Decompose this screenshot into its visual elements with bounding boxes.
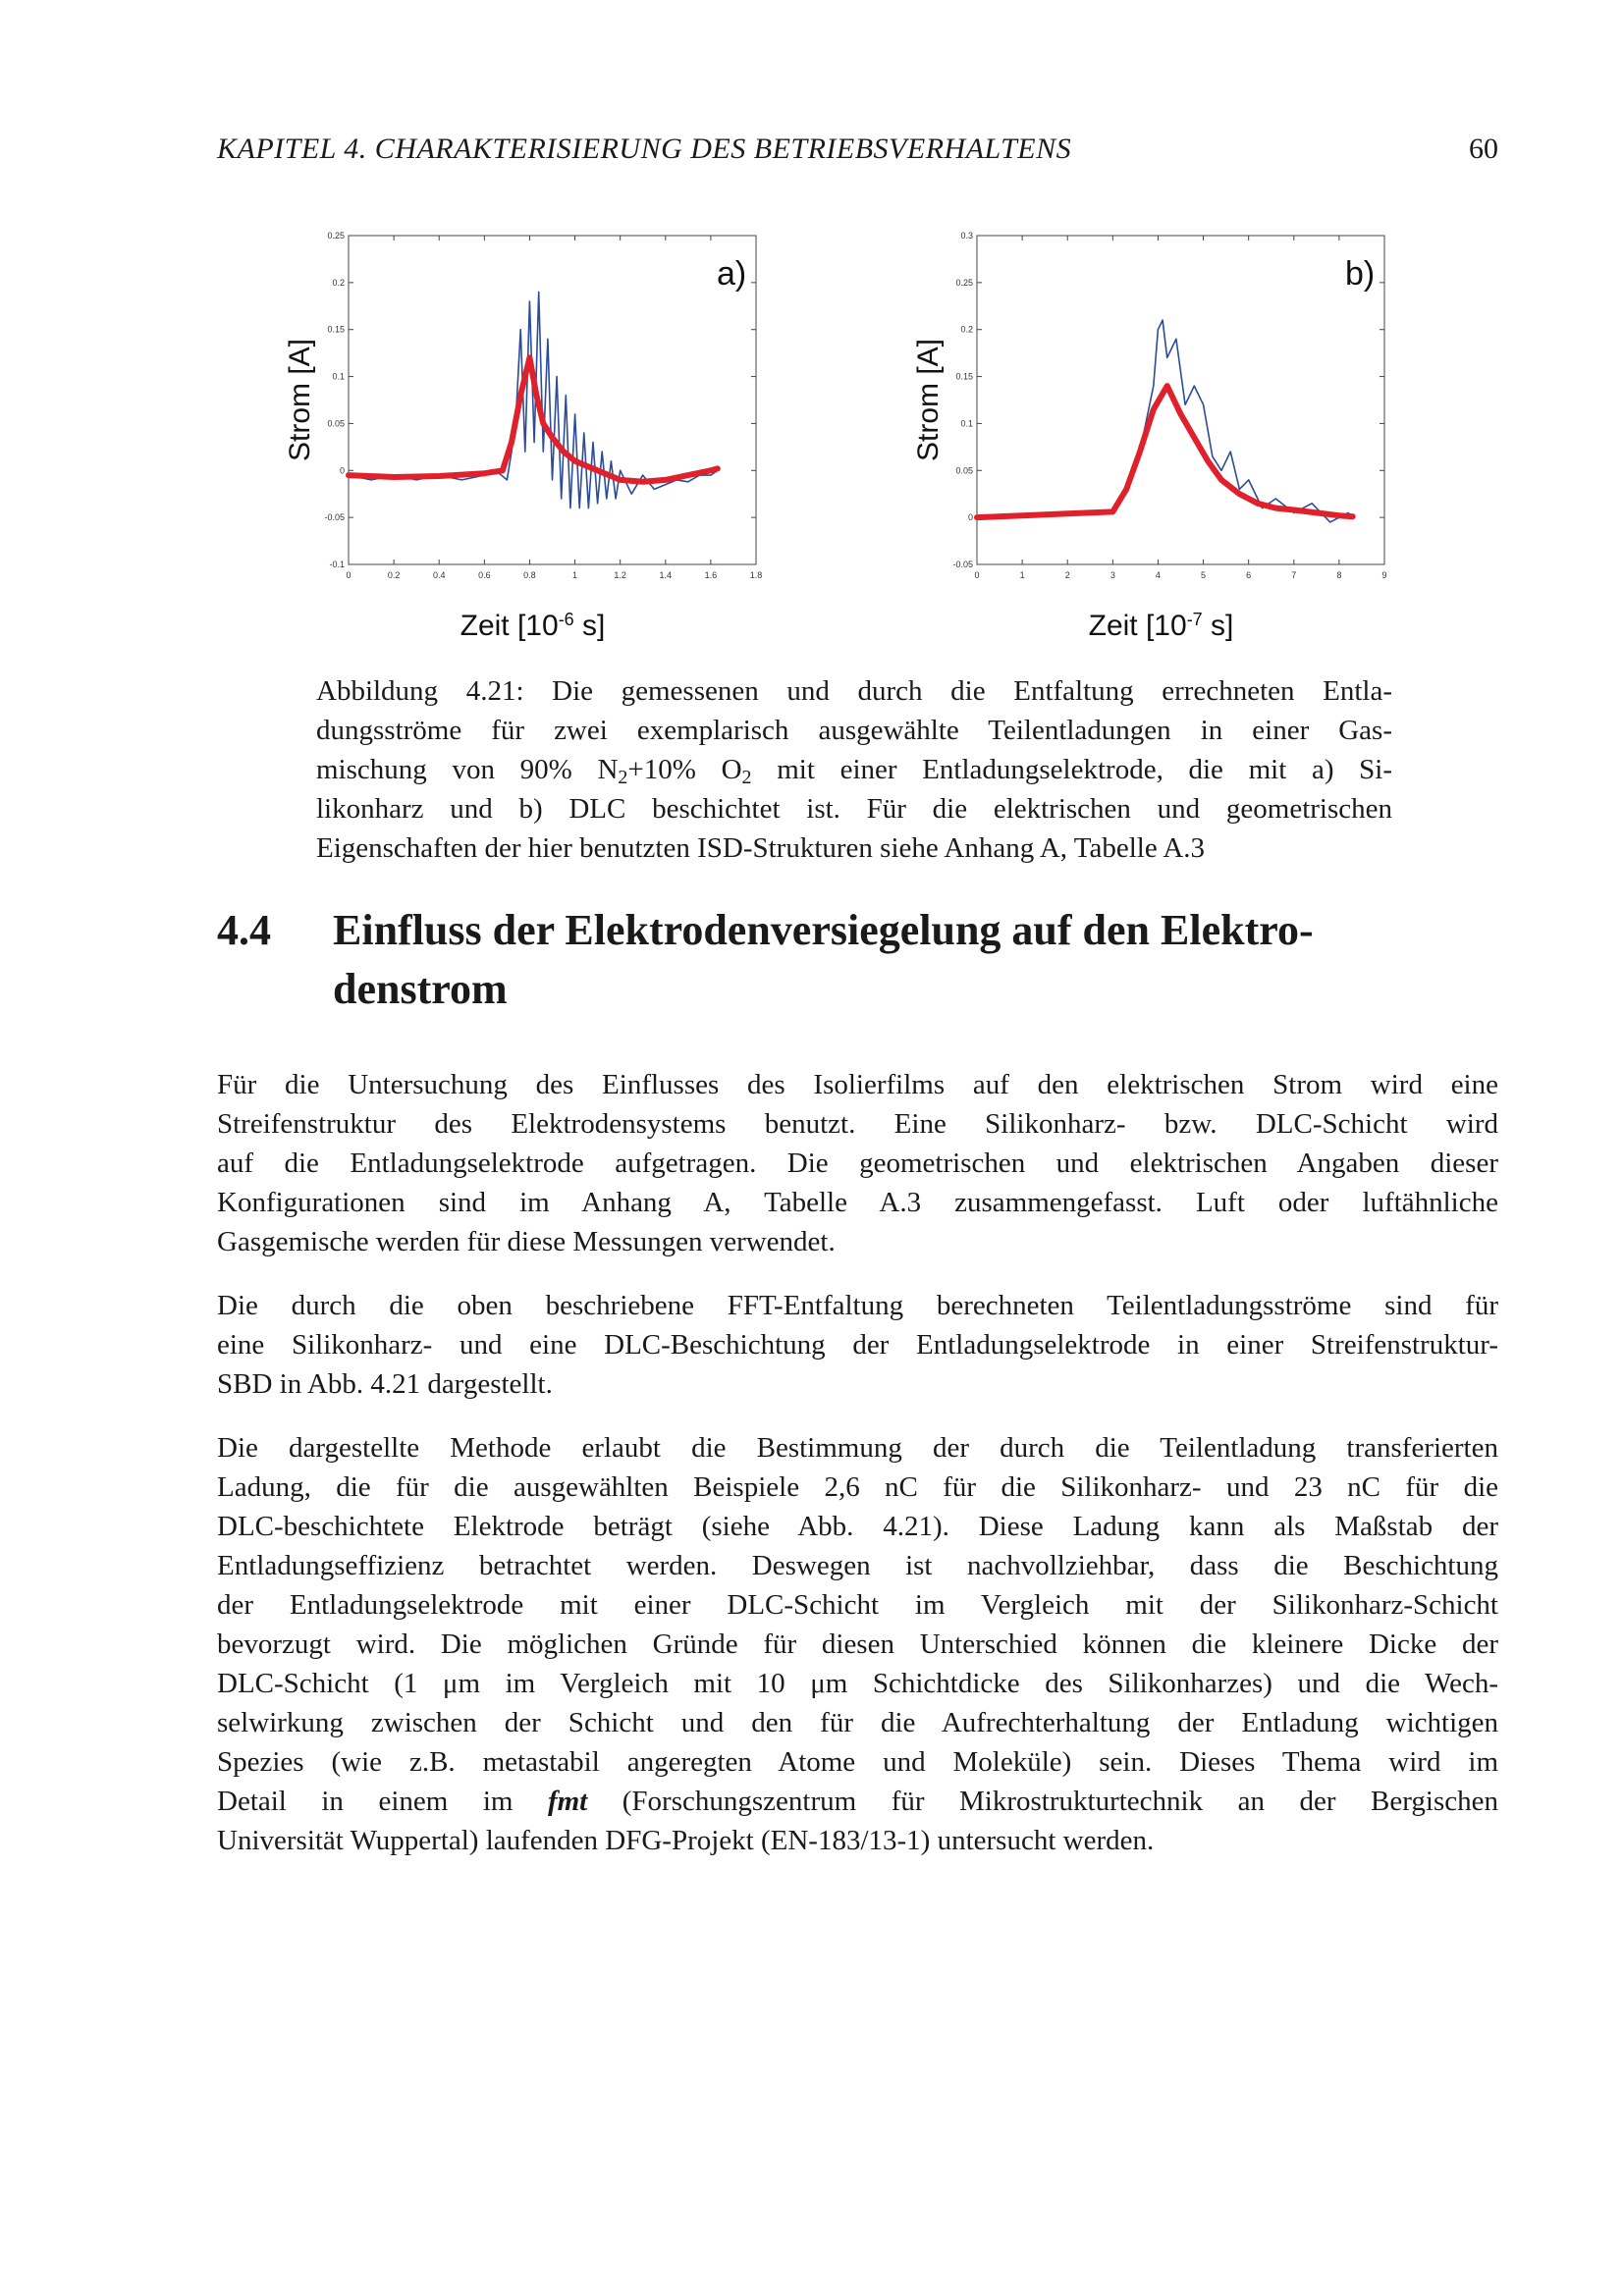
text-line: Für die Untersuchung des Einflusses des Isolierfilms auf den elektrischen Strom wird eine <box>217 1069 1498 1100</box>
figure-4-21 <box>265 231 1404 667</box>
text-line: eine Silikonharz- und eine DLC-Beschichtung der Entladungselektrode in einer Streifenstruktur- <box>217 1329 1498 1361</box>
chart-a <box>265 231 776 648</box>
text-line: der Entladungselektrode mit einer DLC-Schicht im Vergleich mit der Silikonharz-Schicht <box>217 1589 1498 1621</box>
paragraph-1 <box>217 1065 1498 1261</box>
y-tick-label: 0.25 <box>955 277 973 288</box>
x-tick-label: 7 <box>1291 570 1297 580</box>
text-line: Die durch die oben beschriebene FFT-Entfaltung berechneten Teilentladungsströme sind für <box>217 1290 1498 1321</box>
x-axis-label-unit: s] <box>573 610 606 642</box>
y-tick-label: 0.05 <box>327 418 345 429</box>
y-axis-label: Strom [A] <box>912 338 945 462</box>
x-tick-label: 0.6 <box>478 570 491 580</box>
text-line: Ladung, die für die ausgewählten Beispiele 2,6 nC für die Silikonharz- und 23 nC für die <box>217 1471 1498 1503</box>
x-tick-label: 1.6 <box>704 570 718 580</box>
fmt-abbreviation: fmt <box>547 1786 588 1817</box>
x-tick-label: 1.2 <box>614 570 626 580</box>
text-line: Entladungseffizienz betrachtet werden. Deswegen ist nachvollziehbar, dass die Beschichtung <box>217 1550 1498 1581</box>
caption-line: dungsströme für zwei exemplarisch ausgewählte Teilentladungen in einer Gas- <box>316 715 1392 746</box>
y-tick-label: 0.05 <box>955 465 973 476</box>
x-tick-label: 1 <box>572 570 578 580</box>
chart-b <box>893 231 1404 648</box>
running-header <box>217 133 1498 172</box>
y-tick-label: 0.1 <box>960 418 973 429</box>
panel-label: a) <box>717 255 747 293</box>
text-line: Detail in einem im fmt (Forschungszentrum für Mikrostrukturtechnik an der Bergischen <box>217 1786 1498 1817</box>
y-tick-label: 0 <box>339 465 345 476</box>
chart-svg <box>893 231 1404 648</box>
paragraph-3 <box>217 1428 1498 1860</box>
text-line: DLC-beschichtete Elektrode beträgt (siehe Abb. 4.21). Diese Ladung kann als Maßstab der <box>217 1511 1498 1542</box>
x-tick-label: 0.8 <box>523 570 536 580</box>
x-axis-label-base: Zeit [10 <box>460 610 559 642</box>
x-tick-label: 9 <box>1381 570 1387 580</box>
x-tick-label: 0 <box>346 570 352 580</box>
y-tick-label: 0.15 <box>327 324 345 335</box>
text-line: Konfigurationen sind im Anhang A, Tabelle A.3 zusammengefasst. Luft oder luftähnliche <box>217 1187 1498 1218</box>
panel-label: b) <box>1345 255 1376 293</box>
y-tick-label: 0.25 <box>327 231 345 240</box>
x-tick-label: 0 <box>974 570 980 580</box>
y-tick-label: -0.05 <box>952 560 973 569</box>
text-line: Gasgemische werden für diese Messungen verwendet. <box>217 1226 836 1257</box>
y-tick-label: 0.2 <box>960 324 973 335</box>
x-tick-label: 1 <box>1019 570 1025 580</box>
x-tick-label: 3 <box>1109 570 1115 580</box>
x-axis-label <box>1089 610 1234 642</box>
y-tick-label: 0.3 <box>960 231 973 240</box>
y-axis-label: Strom [A] <box>284 338 316 462</box>
caption-line: likonharz und b) DLC beschichtet ist. Für die elektrischen und geometrischen <box>316 793 1392 825</box>
figure-caption <box>316 671 1392 868</box>
x-tick-label: 1.4 <box>659 570 673 580</box>
text-line: Universität Wuppertal) laufenden DFG-Projekt (EN-183/13-1) untersucht werden. <box>217 1825 1155 1856</box>
x-axis-label-base: Zeit [10 <box>1088 610 1187 642</box>
x-axis-label-exponent: -7 <box>1186 610 1203 629</box>
text-line: Spezies (wie z.B. metastabil angeregten Atome und Moleküle) sein. Dieses Thema wird im <box>217 1746 1498 1778</box>
text-line: Die dargestellte Methode erlaubt die Bestimmung der durch die Teilentladung transferierten <box>217 1432 1498 1464</box>
x-tick-label: 1.8 <box>749 570 763 580</box>
page-number: 60 <box>1469 133 1498 165</box>
x-axis-label-unit: s] <box>1202 610 1234 642</box>
caption-line: Abbildung 4.21: Die gemessenen und durch die Entfaltung errechneten Entla- <box>316 675 1392 707</box>
x-tick-label: 5 <box>1201 570 1207 580</box>
chapter-title: KAPITEL 4. CHARAKTERISIERUNG DES BETRIEBSVERHALTENS <box>217 133 1072 165</box>
y-tick-label: -0.05 <box>324 512 345 523</box>
text-line: SBD in Abb. 4.21 dargestellt. <box>217 1368 553 1400</box>
y-tick-label: 0.2 <box>332 277 345 288</box>
caption-line: mischung von 90% $N_2+10\%$ $O_2$ mit einer Entladungselektrode, die mit a) Si- <box>316 754 1392 788</box>
caption-line: Eigenschaften der hier benutzten ISD-Strukturen siehe Anhang A, Tabelle A.3 <box>316 832 1206 864</box>
x-axis-label-exponent: -6 <box>558 610 574 629</box>
x-tick-label: 0.4 <box>432 570 446 580</box>
x-tick-label: 2 <box>1064 570 1070 580</box>
y-tick-label: 0.1 <box>332 371 345 382</box>
paragraph-2 <box>217 1286 1498 1404</box>
text-line: bevorzugt wird. Die möglichen Gründe für diesen Unterschied können die kleinere Dicke der <box>217 1629 1498 1660</box>
x-tick-label: 0.2 <box>387 570 401 580</box>
text-line: auf die Entladungselektrode aufgetragen. Die geometrischen und elektrischen Angaben dieser <box>217 1148 1498 1179</box>
x-axis-label <box>460 610 606 642</box>
section-number: 4.4 <box>217 906 271 954</box>
text-line: selwirkung zwischen der Schicht und den für die Aufrechterhaltung der Entladung wichtigen <box>217 1707 1498 1738</box>
y-tick-label: 0 <box>967 512 973 523</box>
y-tick-label: 0.15 <box>955 371 973 382</box>
x-tick-label: 4 <box>1155 570 1161 580</box>
section-title-line: denstrom <box>333 965 508 1013</box>
y-tick-label: -0.1 <box>329 560 345 569</box>
x-tick-label: 8 <box>1336 570 1342 580</box>
text-line: DLC-Schicht (1 μm im Vergleich mit 10 μm Schichtdicke des Silikonharzes) und die Wech- <box>217 1668 1498 1699</box>
plot-area <box>349 236 756 564</box>
text-line: Streifenstruktur des Elektrodensystems benutzt. Eine Silikonharz- bzw. DLC-Schicht wird <box>217 1108 1498 1140</box>
section-title-line: Einfluss der Elektrodenversiegelung auf den Elektro- <box>333 906 1314 954</box>
x-tick-label: 6 <box>1246 570 1252 580</box>
chart-svg <box>265 231 776 648</box>
